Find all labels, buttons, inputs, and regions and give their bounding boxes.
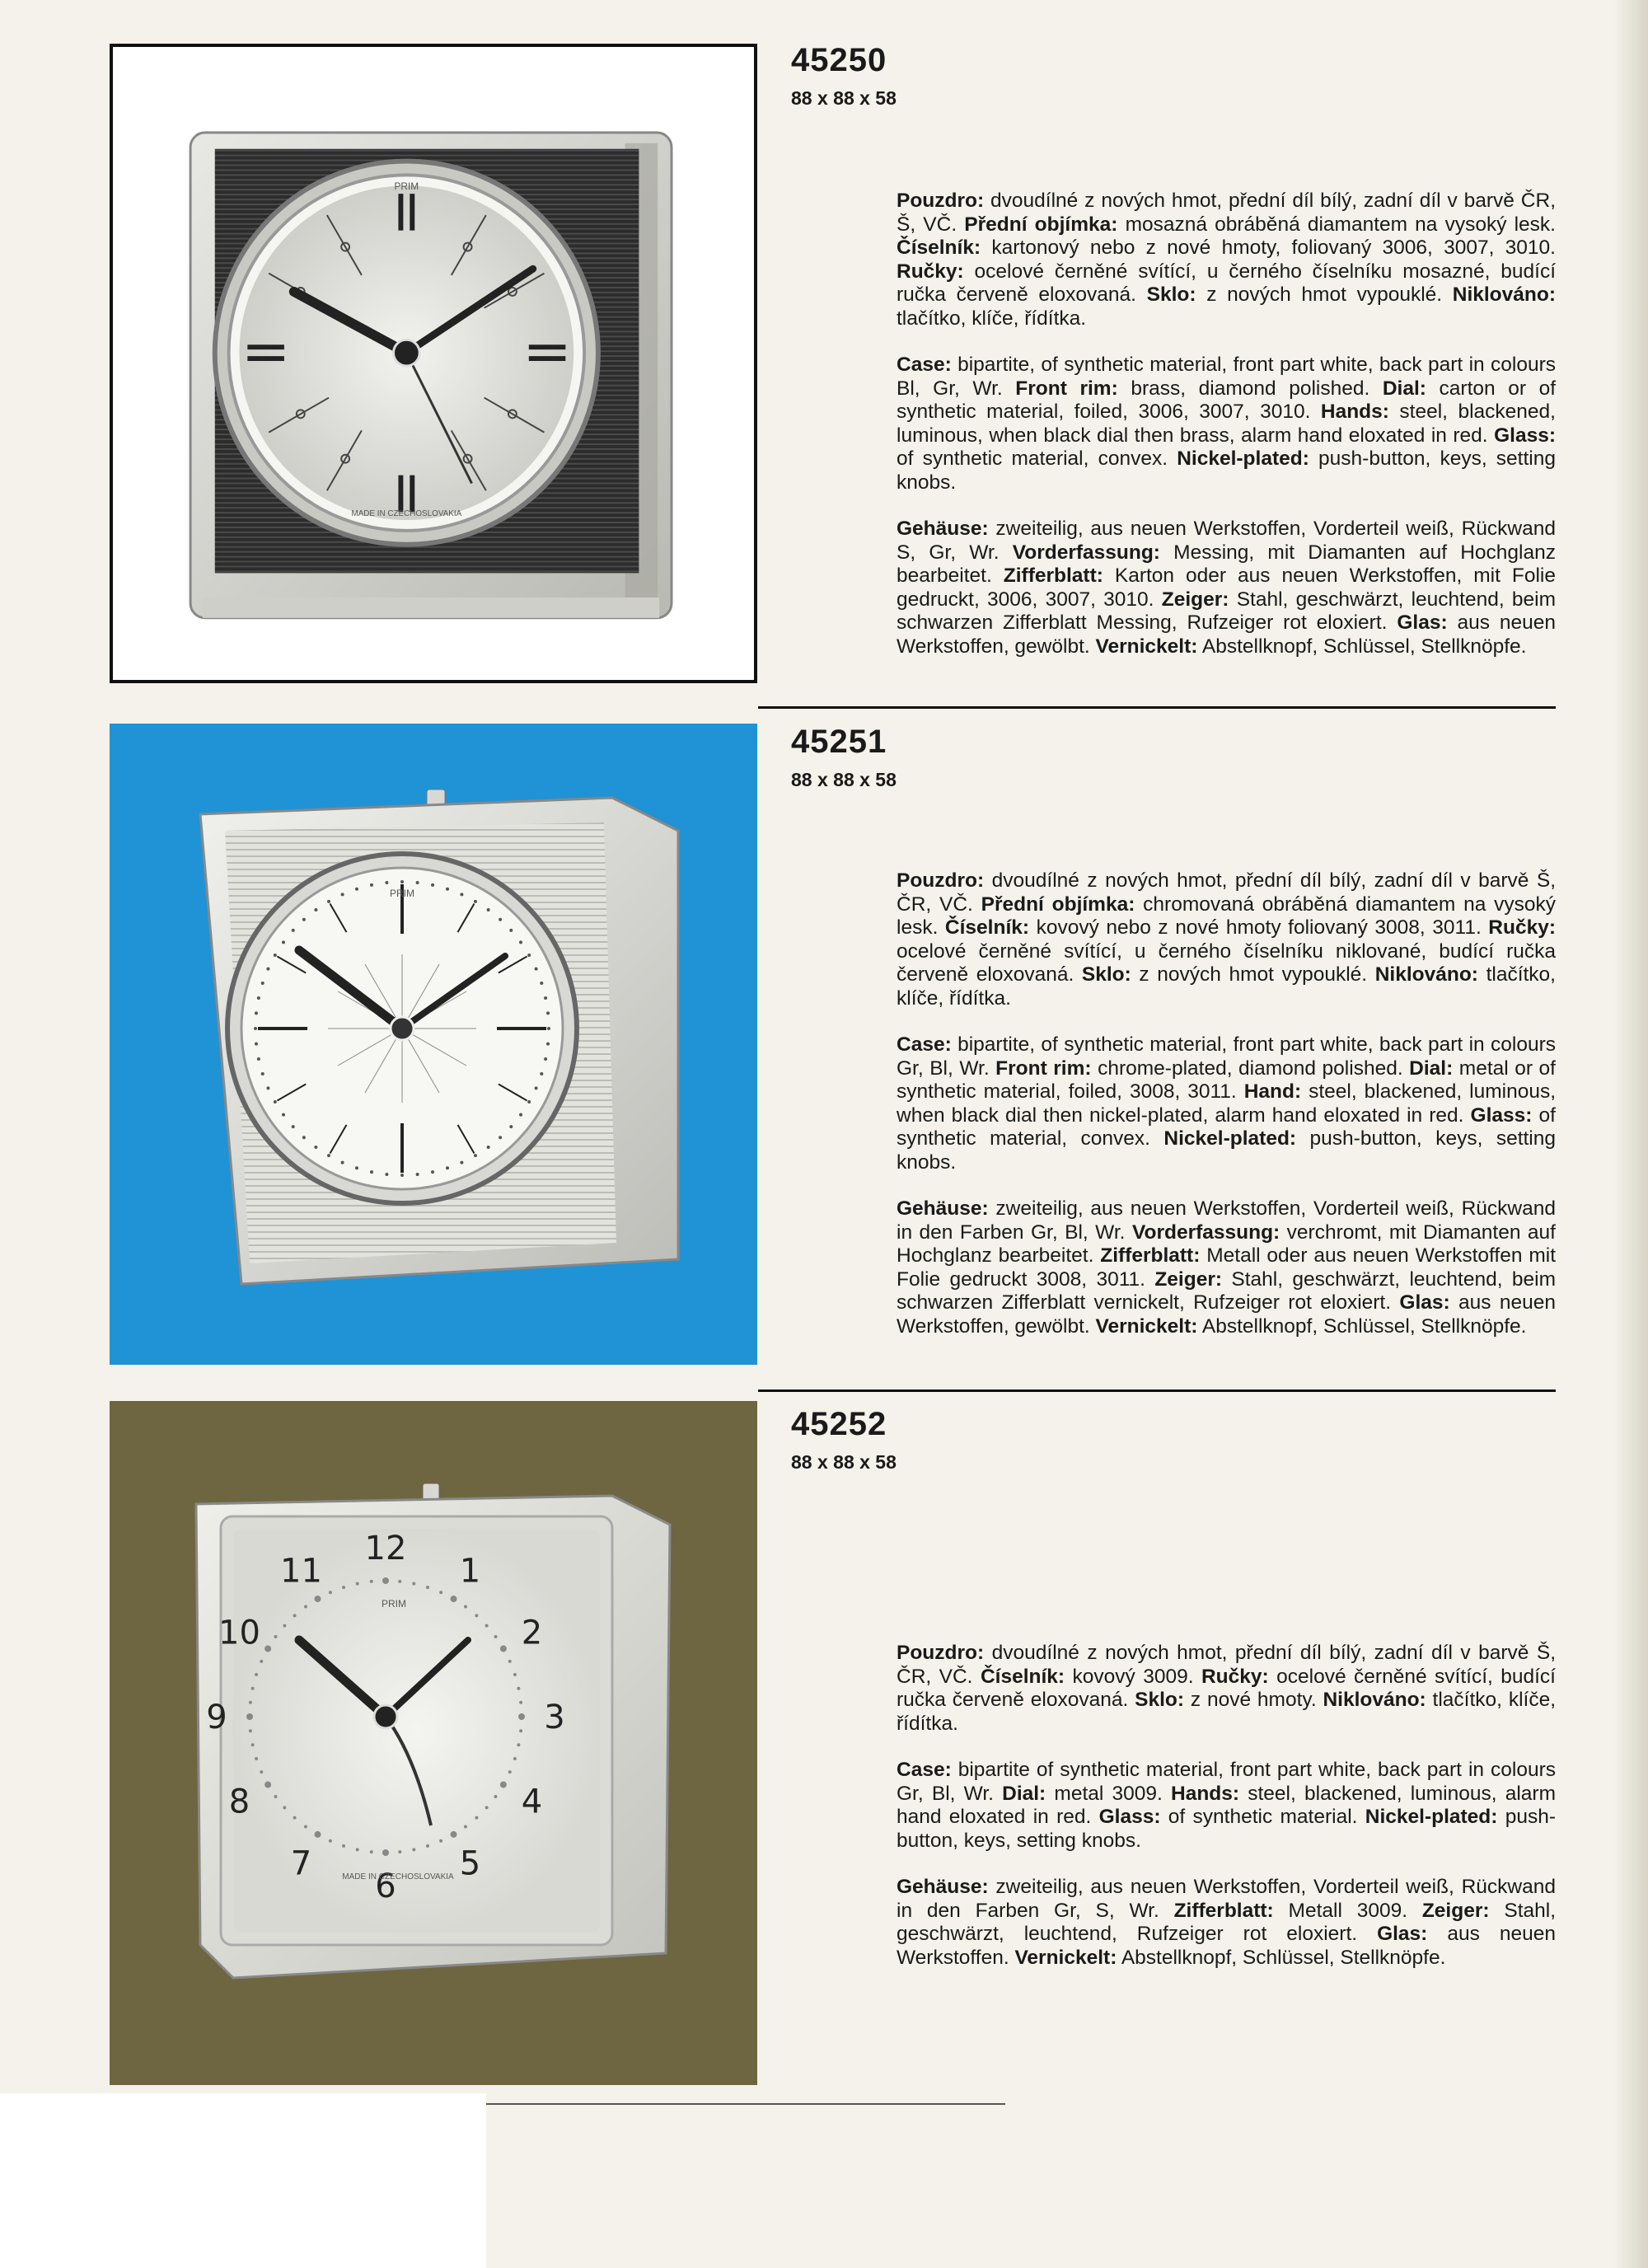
spec-text: z nových hmot vypouklé.	[1196, 284, 1453, 306]
section-divider	[758, 1389, 1556, 1392]
spec-label: Zeiger:	[1161, 588, 1229, 611]
dial-numeral: 9	[206, 1699, 227, 1736]
spec-text: push-button, keys, setting knobs.	[897, 448, 1556, 494]
spec-text: kovový nebo z nové hmoty foliovaný 3008, 3011.	[1029, 916, 1489, 939]
description-czech	[897, 1642, 1556, 1736]
spec-label: Niklováno:	[1452, 284, 1556, 306]
spec-text: steel, blackened, luminous, when black dial then brass, alarm hand eloxated in red.	[897, 401, 1556, 447]
spec-text: zweiteilig, aus neuen Werkstoffen, Vorderteil weiß, Rückwand in den Farben Gr, S, Wr.	[897, 1876, 1556, 1922]
description-english	[897, 1033, 1556, 1174]
spec-text: metal 3009.	[1046, 1782, 1172, 1805]
dial-numeral: 11	[280, 1552, 322, 1591]
spec-label: Vorderfassung:	[1131, 1221, 1280, 1244]
spec-label: Hand:	[1243, 1080, 1302, 1103]
clock-photo-45252	[110, 1401, 757, 2085]
dial-numeral: 10	[218, 1614, 260, 1652]
dial-marking: MADE IN CZECHOSLOVAKIA	[342, 1872, 454, 1881]
product-heading-45250	[791, 41, 1557, 110]
dial-numeral: 3	[544, 1699, 565, 1736]
spec-label: Zeiger:	[1154, 1268, 1223, 1291]
clock-illustration-45250	[113, 47, 754, 680]
spec-label: Vernickelt:	[1095, 1314, 1198, 1338]
spec-text: Messing, mit Diamanten auf Hochglanz bearbeitet.	[897, 541, 1556, 587]
spec-text: chrome-plated, diamond polished.	[1091, 1057, 1410, 1080]
spec-text: mosazná obráběná diamantem na vysoký lesk.	[1117, 213, 1556, 236]
spec-label: Glass:	[1470, 1104, 1533, 1127]
spec-text: Metall 3009.	[1273, 1899, 1422, 1922]
spec-label: Dial:	[1382, 377, 1426, 400]
spec-text: Abstellknopf, Schlüssel, Stellknöpfe.	[1197, 1314, 1527, 1338]
spec-label: Dial:	[1409, 1057, 1454, 1080]
spec-text: steel, blackened, luminous, when black dial then nickel-plated, alarm hand eloxated in red.	[897, 1080, 1557, 1127]
description-english	[897, 1759, 1556, 1853]
spec-text: bipartite, of synthetic material, front part white, back part in colours Bl, Gr, Wr.	[897, 354, 1556, 400]
spec-label: Ručky:	[897, 260, 964, 283]
spec-label: Hands:	[1320, 401, 1389, 423]
spec-text: bipartite, of synthetic material, front part white, back part in colours Gr, Bl, Wr.	[897, 1033, 1556, 1080]
spec-label: Gehäuse:	[897, 1197, 989, 1220]
dial-logo: PRIM	[390, 888, 414, 899]
spec-text: aus neuen Werkstoffen, gewölbt.	[897, 612, 1556, 658]
spec-text: of synthetic material, convex.	[897, 1104, 1556, 1150]
spec-label: Pouzdro:	[897, 190, 985, 212]
spec-label: Glass:	[1494, 424, 1556, 447]
spec-label: Gehäuse:	[897, 518, 989, 540]
spec-label: Case:	[897, 354, 952, 376]
product-heading-45251	[791, 723, 1557, 792]
spec-text: dvoudílné z nových hmot, přední díl bílý, zadní díl v barvě Š, ČR, VČ.	[897, 1642, 1556, 1688]
dial-numeral: 6	[375, 1867, 396, 1905]
spec-label: Vorderfassung:	[1012, 541, 1160, 564]
spec-label: Číselník:	[897, 237, 981, 259]
product-heading-45252	[791, 1405, 1557, 1474]
dial-numeral: 4	[521, 1783, 543, 1821]
spec-text: tlačítko, klíče, řídítka.	[897, 307, 1087, 330]
spec-label: Sklo:	[1146, 284, 1196, 306]
spec-text: push-button, keys, setting knobs.	[897, 1127, 1557, 1174]
spec-label: Ručky:	[1488, 916, 1556, 939]
spec-label: Přední objímka:	[964, 213, 1118, 236]
spec-label: Zifferblatt:	[1173, 1899, 1274, 1922]
spec-label: Nickel-plated:	[1163, 1127, 1297, 1150]
spec-text: z nových hmot vypouklé.	[1131, 963, 1375, 986]
spec-label: Číselník:	[980, 1665, 1065, 1688]
spec-label: Pouzdro:	[897, 869, 985, 892]
spec-text: tlačítko, klíče, řídítka.	[897, 963, 1556, 1010]
spec-label: Glas:	[1377, 1923, 1428, 1945]
dial-numeral: 2	[521, 1614, 543, 1652]
spec-label: Gehäuse:	[897, 1876, 989, 1898]
spec-text: Karton oder aus neuen Werkstoffen, mit Folie gedruckt, 3006, 3007, 3010.	[897, 565, 1556, 611]
spec-label: Glas:	[1399, 1291, 1450, 1314]
product-dimensions: 88 x 88 x 58	[791, 769, 897, 790]
page-edge	[1613, 0, 1648, 2268]
spec-text: brass, diamond polished.	[1117, 377, 1383, 400]
spec-text: ocelové černěné svítící, budící ručka červeně eloxovaná.	[897, 1665, 1556, 1711]
spec-label: Dial:	[1002, 1782, 1046, 1805]
spec-text: verchromt, mit Diamanten auf Hochglanz bearbeitet.	[897, 1221, 1556, 1267]
spec-text: Stahl, geschwärzt, leuchtend, beim schwarzen Zifferblatt vernickelt, Rufzeiger rot eloxiert.	[897, 1268, 1556, 1314]
spec-text: dvoudílné z nových hmot, přední díl bílý, zadní díl v barvě ČR, Š, VČ.	[897, 190, 1556, 236]
hands-center	[394, 340, 420, 366]
spec-label: Front rim:	[995, 1057, 1092, 1080]
spec-label: Case:	[897, 1033, 952, 1056]
dial-logo: PRIM	[382, 1598, 406, 1610]
clock-illustration-45252	[110, 1401, 757, 2085]
spec-text: Abstellknopf, Schlüssel, Stellknöpfe.	[1197, 635, 1527, 658]
product-dimensions: 88 x 88 x 58	[791, 1451, 897, 1473]
model-number: 45252	[791, 1406, 887, 1442]
spec-label: Číselník:	[944, 916, 1030, 939]
spec-label: Vernickelt:	[1095, 635, 1198, 658]
spec-label: Niklováno:	[1374, 963, 1478, 986]
spec-label: Přední objímka:	[981, 893, 1135, 916]
spec-text: Stahl, geschwärzt, leuchtend, Rufzeiger rot eloxiert.	[897, 1899, 1556, 1945]
spec-label: Sklo:	[1081, 963, 1131, 986]
spec-text: push-button, keys, setting knobs.	[897, 1806, 1557, 1852]
product-description-45250	[897, 190, 1556, 682]
spec-text: of synthetic material.	[1160, 1806, 1365, 1828]
description-english	[897, 354, 1556, 494]
dial-marking: MADE IN CZECHOSLOVAKIA	[351, 509, 462, 519]
description-german	[897, 1197, 1556, 1338]
bottom-divider	[486, 2103, 1005, 2105]
clock-illustration-45251	[110, 724, 757, 1365]
scan-margin	[0, 2093, 486, 2268]
hands-center	[391, 1017, 414, 1040]
spec-label: Nickel-plated:	[1177, 448, 1309, 470]
spec-label: Niklováno:	[1323, 1689, 1426, 1711]
spec-label: Vernickelt:	[1014, 1946, 1117, 1969]
dial-numeral: 1	[459, 1552, 481, 1591]
model-number: 45251	[791, 724, 887, 760]
spec-text: metal or of synthetic material, foiled, 3008, 3011.	[897, 1057, 1556, 1103]
description-german	[897, 518, 1556, 658]
section-divider	[758, 706, 1556, 709]
spec-text: Metall oder aus neuen Werkstoffen mit Folie gedruckt 3008, 3011.	[897, 1244, 1556, 1291]
product-description-45251	[897, 869, 1556, 1361]
spec-label: Pouzdro:	[897, 1642, 985, 1664]
spec-text: Abstellknopf, Schlüssel, Stellknöpfe.	[1117, 1946, 1446, 1969]
dial-numeral: 7	[290, 1844, 312, 1883]
spec-label: Glas:	[1397, 612, 1448, 634]
spec-label: Case:	[897, 1759, 952, 1781]
clock-photo-45251	[110, 724, 757, 1365]
spec-label: Sklo:	[1135, 1689, 1185, 1711]
description-czech	[897, 869, 1556, 1010]
spec-label: Zifferblatt:	[1100, 1244, 1201, 1267]
product-description-45252	[897, 1642, 1556, 1993]
spec-label: Zifferblatt:	[1003, 565, 1103, 587]
spec-text: aus neuen Werkstoffen.	[897, 1923, 1556, 1969]
spec-label: Zeiger:	[1421, 1899, 1490, 1922]
spec-text: bipartite of synthetic material, front part white, back part in colours Gr, Bl, Wr.	[897, 1759, 1556, 1805]
description-german	[897, 1876, 1556, 1970]
spec-text: ocelové černěné svítící, u černého číselníku mosazné, budící ručka červeně eloxovaná.	[897, 260, 1556, 306]
spec-text: of synthetic material, convex.	[897, 448, 1177, 470]
dial-logo: PRIM	[394, 180, 419, 193]
hands-center	[374, 1705, 397, 1728]
spec-text: z nové hmoty.	[1184, 1689, 1323, 1711]
clock-photo-45250	[110, 44, 757, 683]
spec-text: zweiteilig, aus neuen Werkstoffen, Vorderteil weiß, Rückwand in den Farben Gr, Bl, Wr.	[897, 1197, 1556, 1244]
spec-label: Front rim:	[1015, 377, 1118, 400]
spec-text: zweiteilig, aus neuen Werkstoffen, Vorderteil weiß, Rückwand S, Gr, Wr.	[897, 518, 1556, 564]
spec-label: Hands:	[1171, 1782, 1240, 1805]
dial-numeral: 12	[364, 1530, 407, 1567]
spec-text: Stahl, geschwärzt, leuchtend, beim schwarzen Zifferblatt Messing, Rufzeiger rot eloxiert.	[897, 588, 1557, 634]
spec-text: kovový 3009.	[1065, 1665, 1201, 1688]
spec-label: Nickel-plated:	[1365, 1806, 1498, 1828]
spec-text: carton or of synthetic material, foiled, 3006, 3007, 3010.	[897, 377, 1557, 423]
spec-text: kartonový nebo z nové hmoty, foliovaný 3006, 3007, 3010.	[981, 237, 1556, 259]
dial-numeral: 5	[459, 1844, 481, 1883]
spec-text: chromovaná obráběná diamantem na vysoký lesk.	[897, 893, 1556, 939]
spec-text: dvoudílné z nových hmot, přední díl bílý, zadní díl v barvě Š, ČR, VČ.	[897, 869, 1556, 916]
description-czech	[897, 190, 1556, 330]
dial-numeral: 8	[228, 1783, 250, 1821]
spec-text: tlačítko, klíče, řídítka.	[897, 1689, 1557, 1735]
spec-text: ocelové černěné svítící, u černého číselníku niklované, budící ručka červeně eloxovaná.	[897, 940, 1556, 986]
product-dimensions: 88 x 88 x 58	[791, 87, 897, 109]
spec-label: Glass:	[1098, 1806, 1161, 1828]
spec-text: steel, blackened, luminous, alarm hand eloxated in red.	[897, 1782, 1556, 1828]
spec-label: Ručky:	[1201, 1665, 1269, 1688]
model-number: 45250	[791, 42, 887, 78]
spec-text: aus neuen Werkstoffen, gewölbt.	[897, 1291, 1556, 1338]
